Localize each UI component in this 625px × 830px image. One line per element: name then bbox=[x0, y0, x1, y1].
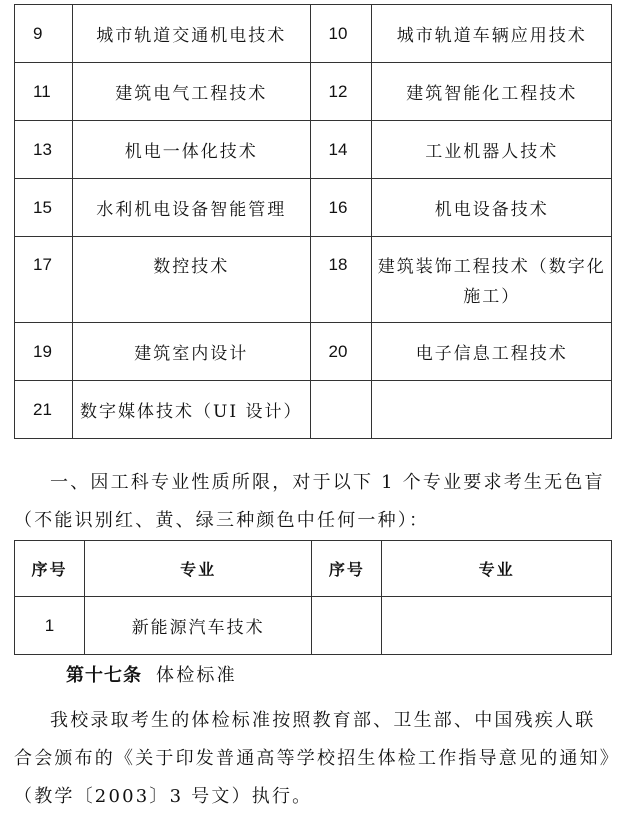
major-number: 13 bbox=[15, 121, 73, 179]
major-number: 11 bbox=[15, 63, 73, 121]
major-name: 建筑室内设计 bbox=[72, 323, 310, 381]
major-name: 机电设备技术 bbox=[372, 179, 612, 237]
major-number bbox=[310, 381, 372, 439]
column-header-major: 专业 bbox=[382, 541, 612, 597]
major-name: 建筑电气工程技术 bbox=[72, 63, 310, 121]
major-number: 10 bbox=[310, 5, 372, 63]
majors-table bbox=[14, 4, 612, 439]
major-number: 21 bbox=[15, 381, 73, 439]
major-number bbox=[312, 597, 382, 655]
table-row bbox=[15, 5, 612, 63]
major-name: 数控技术 bbox=[72, 237, 310, 323]
major-number: 14 bbox=[310, 121, 372, 179]
article-title: 第十七条 bbox=[66, 665, 142, 686]
table-row bbox=[15, 179, 612, 237]
article-heading bbox=[14, 662, 612, 690]
major-name: 城市轨道交通机电技术 bbox=[72, 5, 310, 63]
color-blind-note: 一、因工科专业性质所限，对于以下 1 个专业要求考生无色盲（不能识别红、黄、绿三种颜色中任何一种）： bbox=[14, 472, 605, 531]
major-number: 19 bbox=[15, 323, 73, 381]
major-number: 20 bbox=[310, 323, 372, 381]
major-name: 建筑装饰工程技术（数字化施工） bbox=[372, 237, 612, 323]
major-number: 12 bbox=[310, 63, 372, 121]
major-number: 16 bbox=[310, 179, 372, 237]
major-number: 18 bbox=[310, 237, 372, 323]
column-header-number: 序号 bbox=[312, 541, 382, 597]
major-name bbox=[382, 597, 612, 655]
table-row bbox=[15, 597, 612, 655]
major-name bbox=[372, 381, 612, 439]
major-number: 9 bbox=[15, 5, 73, 63]
color-requirement-table bbox=[14, 540, 612, 655]
article-name: 体检标准 bbox=[156, 665, 237, 686]
article-body: 我校录取考生的体检标准按照教育部、卫生部、中国残疾人联合会颁布的《关于印发普通高等学校招生体检工作指导意见的通知》（教学〔2003〕3 号文）执行。 bbox=[14, 710, 611, 807]
major-number: 1 bbox=[15, 597, 85, 655]
major-name: 建筑智能化工程技术 bbox=[372, 63, 612, 121]
major-name: 数字媒体技术（UI 设计） bbox=[72, 381, 310, 439]
table-row bbox=[15, 323, 612, 381]
table-row bbox=[15, 237, 612, 323]
major-name: 水利机电设备智能管理 bbox=[72, 179, 310, 237]
table-row bbox=[15, 121, 612, 179]
column-header-major: 专业 bbox=[84, 541, 312, 597]
major-number: 15 bbox=[15, 179, 73, 237]
table-header-row bbox=[15, 541, 612, 597]
table-row bbox=[15, 381, 612, 439]
major-name: 机电一体化技术 bbox=[72, 121, 310, 179]
table-row bbox=[15, 63, 612, 121]
major-name: 工业机器人技术 bbox=[372, 121, 612, 179]
major-name: 新能源汽车技术 bbox=[84, 597, 312, 655]
major-name: 电子信息工程技术 bbox=[372, 323, 612, 381]
major-number: 17 bbox=[15, 237, 73, 323]
column-header-number: 序号 bbox=[15, 541, 85, 597]
major-name: 城市轨道车辆应用技术 bbox=[372, 5, 612, 63]
